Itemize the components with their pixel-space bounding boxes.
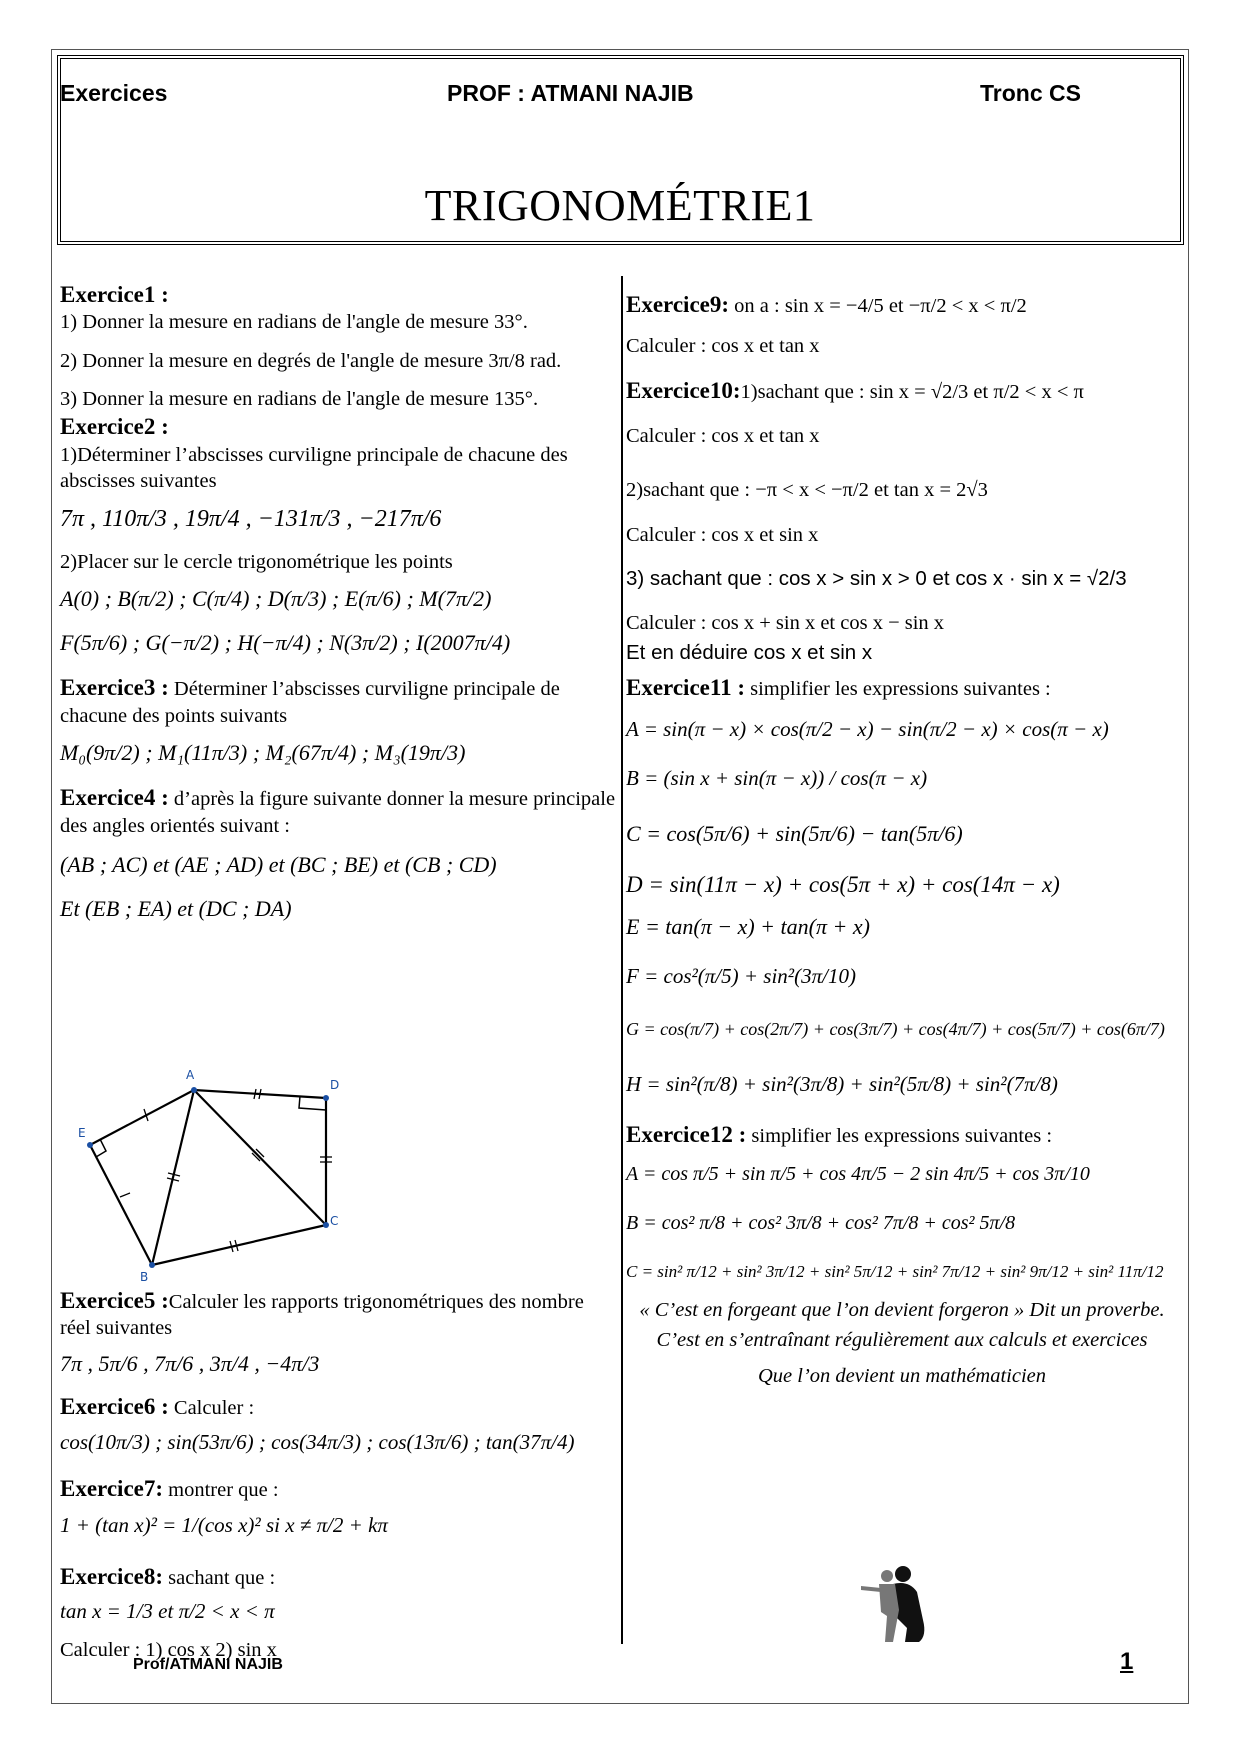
quote-line-2: C’est en s’entraînant régulièrement aux calculs et exercices	[656, 1328, 1148, 1351]
exercise4-title: Exercice4 :	[60, 785, 169, 811]
exercise11-b: B = (sin x + sin(π − x)) / cos(π − x)	[626, 765, 928, 790]
exercise4-angles-1: (AB ; AC) et (AE ; AD) et (BC ; BE) et (CB ; CD)	[60, 851, 497, 877]
exercise5-title: Exercice5 :	[60, 1288, 169, 1313]
figure-label-b: B	[140, 1270, 149, 1284]
figure-label-d: D	[330, 1078, 340, 1092]
exercise2-points-1: A(0) ; B(π/2) ; C(π/4) ; D(π/3) ; E(π/6) ; M(7π/2)	[60, 586, 492, 611]
exercise8-condition: tan x = 1/3 et π/2 < x < π	[60, 1598, 275, 1623]
header-right: Tronc CS	[980, 80, 1081, 106]
exercise1-q2: 2) Donner la mesure en degrés de l'angle de mesure 3π/8 rad.	[60, 349, 562, 372]
exercise3-title: Exercice3 :	[60, 675, 169, 701]
exercise9-text: on a : sin x = −4/5 et −π/2 < x < π/2	[729, 295, 1027, 317]
exercise10-cond3: 3) sachant que : cos x > sin x > 0 et cos x · sin x = √2/3	[626, 566, 1127, 590]
exercise1-title: Exercice1 :	[60, 282, 169, 307]
left-column	[60, 280, 616, 923]
exercise9	[626, 290, 1178, 319]
exercise6	[60, 1392, 616, 1421]
exercise12-title: Exercice12 :	[626, 1122, 747, 1148]
exercise5	[60, 1286, 616, 1342]
page-title: TRIGONOMÉTRIE1	[424, 181, 816, 230]
geometry-figure	[70, 1065, 360, 1285]
exercise8-question: Calculer : 1) cos x 2) sin x	[60, 1638, 277, 1661]
exercise11-h: H = sin²(π/8) + sin²(3π/8) + sin²(5π/8) + sin²(7π/8)	[626, 1072, 1058, 1097]
exercise2-points-2: F(5π/6) ; G(−π/2) ; H(−π/4) ; N(3π/2) ; I(2007π/4)	[60, 630, 511, 656]
exercise3	[60, 673, 616, 729]
teacher-child-silhouette	[857, 1562, 929, 1644]
left-column-lower	[60, 1286, 616, 1663]
exercise7-formula: 1 + (tan x)² = 1/(cos x)² si x ≠ π/2 + kπ	[60, 1512, 388, 1537]
exercise10-q1: Calculer : cos x et tan x	[626, 425, 820, 448]
exercise11-a: A = sin(π − x) × cos(π/2 − x) − sin(π/2 − x) × cos(π − x)	[626, 716, 1109, 741]
exercise10	[626, 376, 1178, 405]
exercise11-title: Exercice11 :	[626, 674, 745, 700]
exercise2-title: Exercice2 :	[60, 414, 169, 440]
exercise4-angles-2: Et (EB ; EA) et (DC ; DA)	[60, 895, 292, 921]
exercise10-title: Exercice10:	[626, 377, 741, 403]
header-center: PROF : ATMANI NAJIB	[447, 80, 694, 106]
exercise11-d: D = sin(11π − x) + cos(5π + x) + cos(14π − x)	[626, 871, 1060, 897]
exercise7-title: Exercice7:	[60, 1476, 164, 1502]
exercise8	[60, 1562, 616, 1591]
exercise5-values: 7π , 5π/6 , 7π/6 , 3π/4 , −4π/3	[60, 1350, 320, 1376]
quote-line-3: Que l’on devient un mathématicien	[757, 1365, 1047, 1388]
header-left: Exercices	[60, 80, 168, 106]
exercise11-c: C = cos(5π/6) + sin(5π/6) − tan(5π/6)	[626, 820, 963, 846]
exercise2-q1: 1)Déterminer l’abscisses curviligne principale de chacune des abscisses suivantes	[60, 443, 568, 492]
exercise10-deduce: Et en déduire cos x et sin x	[626, 641, 873, 665]
exercise4	[60, 783, 616, 839]
exercise12-c: C = sin² π/12 + sin² 3π/12 + sin² 5π/12 + sin² 7π/12 + sin² 9π/12 + sin² 11π/12	[626, 1261, 1164, 1281]
exercise1-q3: 3) Donner la mesure en radians de l'angle de mesure 135°.	[60, 387, 539, 410]
exercise10-cond2: 2)sachant que : −π < x < −π/2 et tan x = 2√3	[626, 479, 988, 502]
page-number: 1	[1120, 1648, 1134, 1675]
exercise8-text: sachant que :	[163, 1567, 276, 1590]
exercise11-e: E = tan(π − x) + tan(π + x)	[626, 914, 870, 940]
exercise6-values: cos(10π/3) ; sin(53π/6) ; cos(34π/3) ; cos(13π/6) ; tan(37π/4)	[60, 1430, 575, 1455]
figure-label-e: E	[78, 1126, 86, 1140]
exercise11-text: simplifier les expressions suivantes :	[745, 677, 1051, 700]
exercise5-text: Calculer les rapports trigonométriques des nombre réel suivantes	[60, 1291, 584, 1340]
exercise9-title: Exercice9:	[626, 292, 730, 317]
figure-label-a: A	[186, 1068, 195, 1082]
exercise9-question: Calculer : cos x et tan x	[626, 335, 820, 358]
footer-author: Prof/ATMANI NAJIB	[133, 1656, 283, 1673]
exercise2-values: 7π , 110π/3 , 19π/4 , −131π/3 , −217π/6	[60, 506, 442, 533]
exercise8-title: Exercice8:	[60, 1564, 164, 1590]
figure-label-c: C	[330, 1214, 339, 1228]
exercise11	[626, 673, 1178, 702]
exercise10-q2: Calculer : cos x et sin x	[626, 523, 819, 546]
exercise4-text: d’après la figure suivante donner la mesure principale des angles orientés suivant :	[60, 788, 616, 837]
exercise11-f: F = cos²(π/5) + sin²(3π/10)	[626, 964, 856, 989]
exercise11-g: G = cos(π/7) + cos(2π/7) + cos(3π/7) + cos(4π/7) + cos(5π/7) + cos(6π/7)	[626, 1019, 1165, 1040]
exercise1-q1: 1) Donner la mesure en radians de l'angle de mesure 33°.	[60, 311, 528, 334]
exercise12-b: B = cos² π/8 + cos² 3π/8 + cos² 7π/8 + cos² 5π/8	[626, 1212, 1016, 1235]
exercise12-text: simplifier les expressions suivantes :	[746, 1125, 1053, 1148]
exercise10-q3: Calculer : cos x + sin x et cos x − sin x	[626, 612, 945, 635]
exercise6-title: Exercice6 :	[60, 1393, 169, 1419]
exercise12	[626, 1120, 1178, 1149]
exercise7	[60, 1474, 616, 1503]
right-column	[626, 290, 1178, 1389]
exercise2-q2: 2)Placer sur le cercle trigonométrique les points	[60, 550, 453, 573]
exercise10-text: 1)sachant que : sin x = √2/3 et π/2 < x < π	[740, 380, 1084, 403]
exercise12-a: A = cos π/5 + sin π/5 + cos 4π/5 − 2 sin 4π/5 + cos 3π/10	[626, 1162, 1090, 1185]
exercise6-text: Calculer :	[168, 1396, 255, 1419]
column-divider	[621, 276, 623, 1644]
exercise7-text: montrer que :	[163, 1479, 279, 1502]
exercise3-points: M₀(9π/2) ; M₁(11π/3) ; M₂(67π/4) ; M₃(19π/3)	[60, 739, 466, 765]
exercise3-text: Déterminer l’abscisses curviligne principale de chacune des points suivants	[60, 678, 560, 727]
quote-line-1: « C’est en forgeant que l’on devient forgeron » Dit un proverbe.	[639, 1298, 1165, 1321]
